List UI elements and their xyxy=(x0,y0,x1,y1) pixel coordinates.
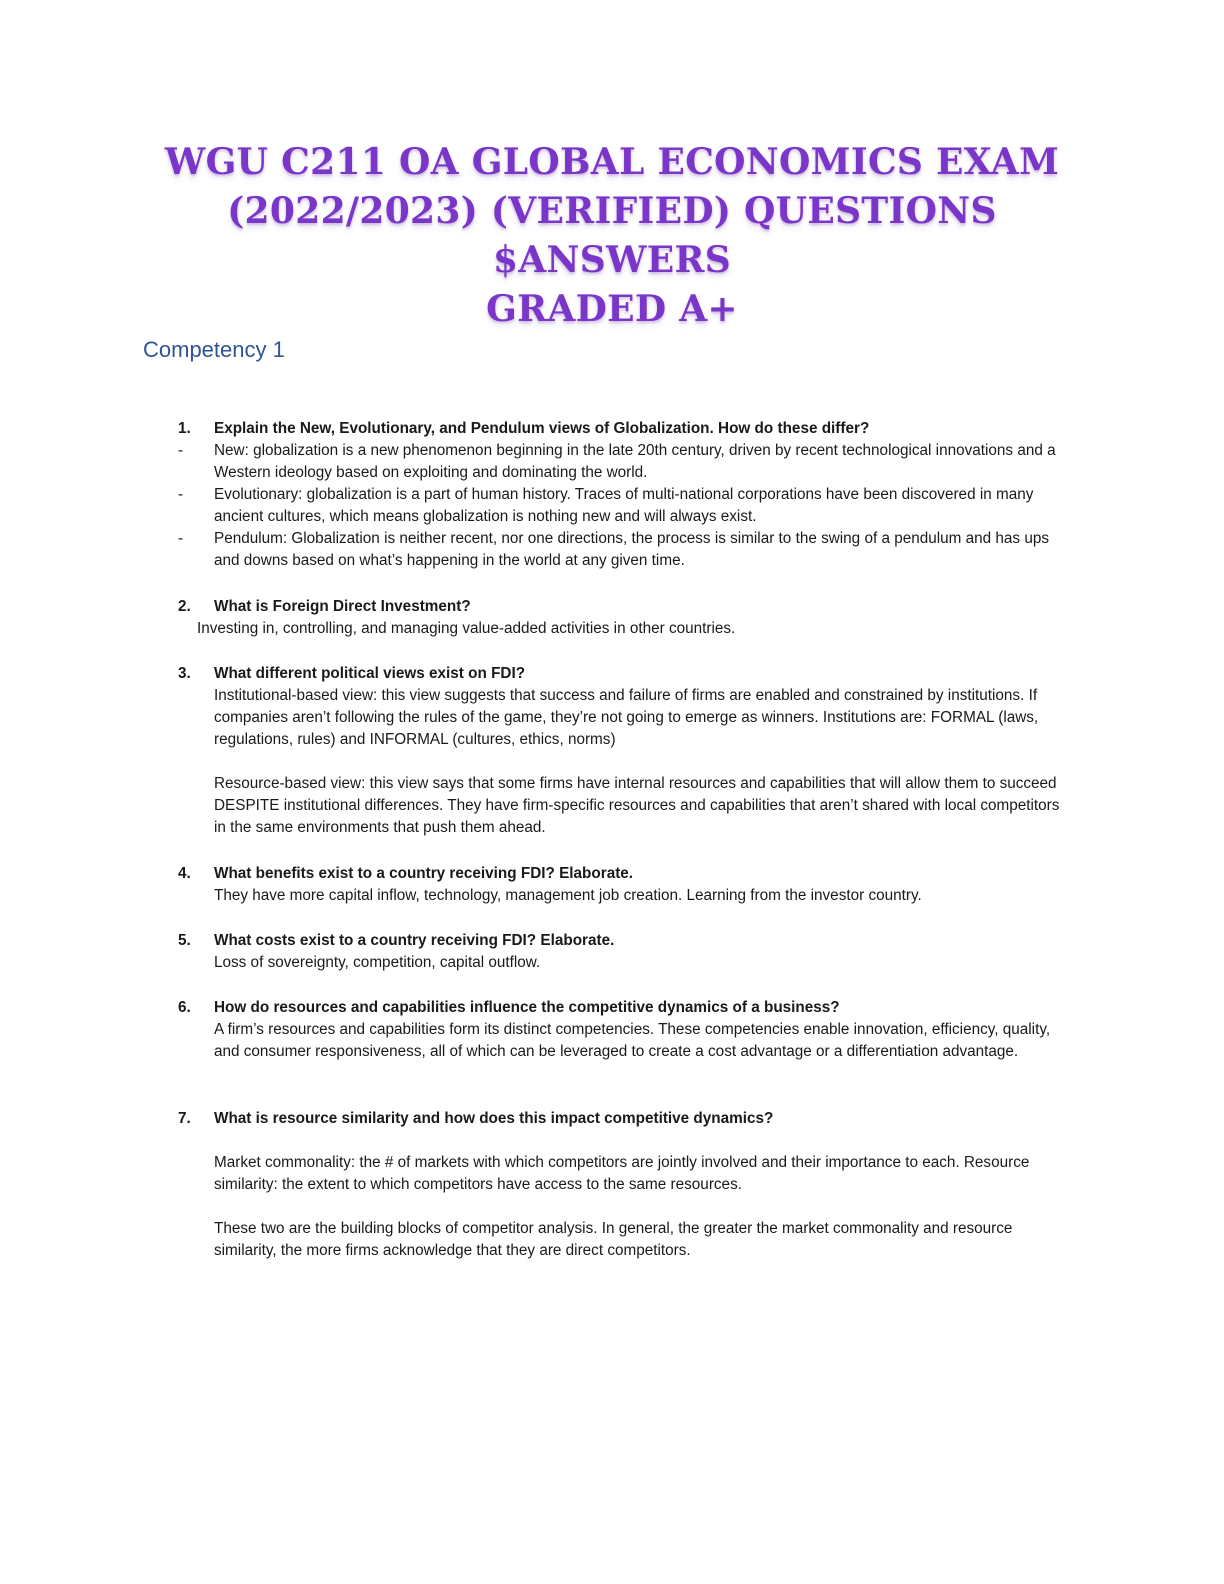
answer-bullet-item xyxy=(0,440,1064,484)
bullet-dash: - xyxy=(178,486,184,503)
question-number: 2. xyxy=(178,598,191,615)
question-block-1 xyxy=(0,418,1224,572)
question-block-2 xyxy=(0,596,1224,640)
bullet-text: New: globalization is a new phenomenon beginning in the late 20th century, driven by recent technological innovations and a Western ideology based on exploiting and dominating the world. xyxy=(214,442,1056,481)
answer-paragraph: Market commonality: the # of markets with which competitors are jointly involved and their importance to each. Resource similarity: the extent to which competitors have access to the same resources. xyxy=(214,1154,1030,1193)
bullet-text: Pendulum: Globalization is neither recent, nor one directions, the process is similar to the swing of a pendulum and has ups and downs based on what’s happening in the world at any given time. xyxy=(214,530,1049,569)
bullet-dash: - xyxy=(178,530,184,547)
question-number: 6. xyxy=(178,999,191,1016)
question-row xyxy=(0,930,1224,952)
question-block-7 xyxy=(0,1108,1224,1262)
answer-text xyxy=(214,885,1064,907)
section-heading: Competency 1 xyxy=(143,337,285,362)
answer-bullet-list xyxy=(0,440,1224,572)
question-text: What costs exist to a country receiving FDI? Elaborate. xyxy=(214,932,615,949)
question-text: Explain the New, Evolutionary, and Pendulum views of Globalization. How do these differ? xyxy=(214,420,870,437)
answer-paragraph: A firm’s resources and capabilities form its distinct competencies. These competencies enable innovation, efficiency, quality, and consumer responsiveness, all of which can be leveraged to create a cost advantage or a differentiation advantage. xyxy=(214,1021,1051,1060)
question-text: What benefits exist to a country receiving FDI? Elaborate. xyxy=(214,865,634,882)
question-text: What is Foreign Direct Investment? xyxy=(214,598,471,615)
answer-text xyxy=(197,618,1047,640)
question-text: What different political views exist on FDI? xyxy=(214,665,526,682)
bullet-text: Evolutionary: globalization is a part of human history. Traces of multi-national corporations have been discovered in many ancient cultures, which means globalization is nothing new and will always exist. xyxy=(214,486,1034,525)
question-number: 1. xyxy=(178,420,191,437)
question-row xyxy=(0,418,1224,440)
question-row xyxy=(0,997,1224,1019)
answer-text xyxy=(214,952,1064,974)
answer-paragraph: These two are the building blocks of competitor analysis. In general, the greater the market commonality and resource similarity, the more firms acknowledge that they are direct competitors. xyxy=(214,1220,1013,1259)
bullet-dash: - xyxy=(178,442,184,459)
question-row xyxy=(0,596,1224,618)
question-row xyxy=(0,663,1224,685)
question-text: How do resources and capabilities influence the competitive dynamics of a business? xyxy=(214,999,840,1016)
question-text: What is resource similarity and how does this impact competitive dynamics? xyxy=(214,1110,774,1127)
answer-paragraph: Investing in, controlling, and managing value-added activities in other countries. xyxy=(197,620,736,637)
answer-text xyxy=(214,1152,1064,1262)
question-block-5 xyxy=(0,930,1224,974)
document-title xyxy=(150,138,1074,334)
answer-paragraph: Institutional-based view: this view suggests that success and failure of firms are enabled and constrained by institutions. If companies aren’t following the rules of the game, they’re not going to emerge as winners. Institutions are: FORMAL (laws, regulations, rules) and INFORMAL (cultures, ethics, norms) xyxy=(214,687,1039,748)
question-block-3 xyxy=(0,663,1224,839)
title-line-3: GRADED A+ xyxy=(486,288,738,330)
answer-bullet-item xyxy=(0,484,1064,528)
question-number: 3. xyxy=(178,665,191,682)
question-block-4 xyxy=(0,863,1224,907)
question-number: 7. xyxy=(178,1110,191,1127)
answer-paragraph: They have more capital inflow, technology, management job creation. Learning from the investor country. xyxy=(214,887,922,904)
title-line-2: (2022/2023) (VERIFIED) QUESTIONS $ANSWERS xyxy=(227,190,997,281)
answer-text xyxy=(214,685,1064,839)
answer-paragraph: Loss of sovereignty, competition, capital outflow. xyxy=(214,954,541,971)
answer-paragraph: Resource-based view: this view says that some firms have internal resources and capabilities that will allow them to succeed DESPITE institutional differences. They have firm-specific resources and capabilities that aren’t shared with local competitors in the same environments that push them ahead. xyxy=(214,775,1060,836)
answer-text xyxy=(214,1019,1064,1063)
question-row xyxy=(0,1108,1224,1130)
answer-bullet-item xyxy=(0,528,1064,572)
question-number: 5. xyxy=(178,932,191,949)
question-number: 4. xyxy=(178,865,191,882)
question-block-6 xyxy=(0,997,1224,1063)
title-line-1: WGU C211 OA GLOBAL ECONOMICS EXAM xyxy=(164,141,1060,183)
question-row xyxy=(0,863,1224,885)
